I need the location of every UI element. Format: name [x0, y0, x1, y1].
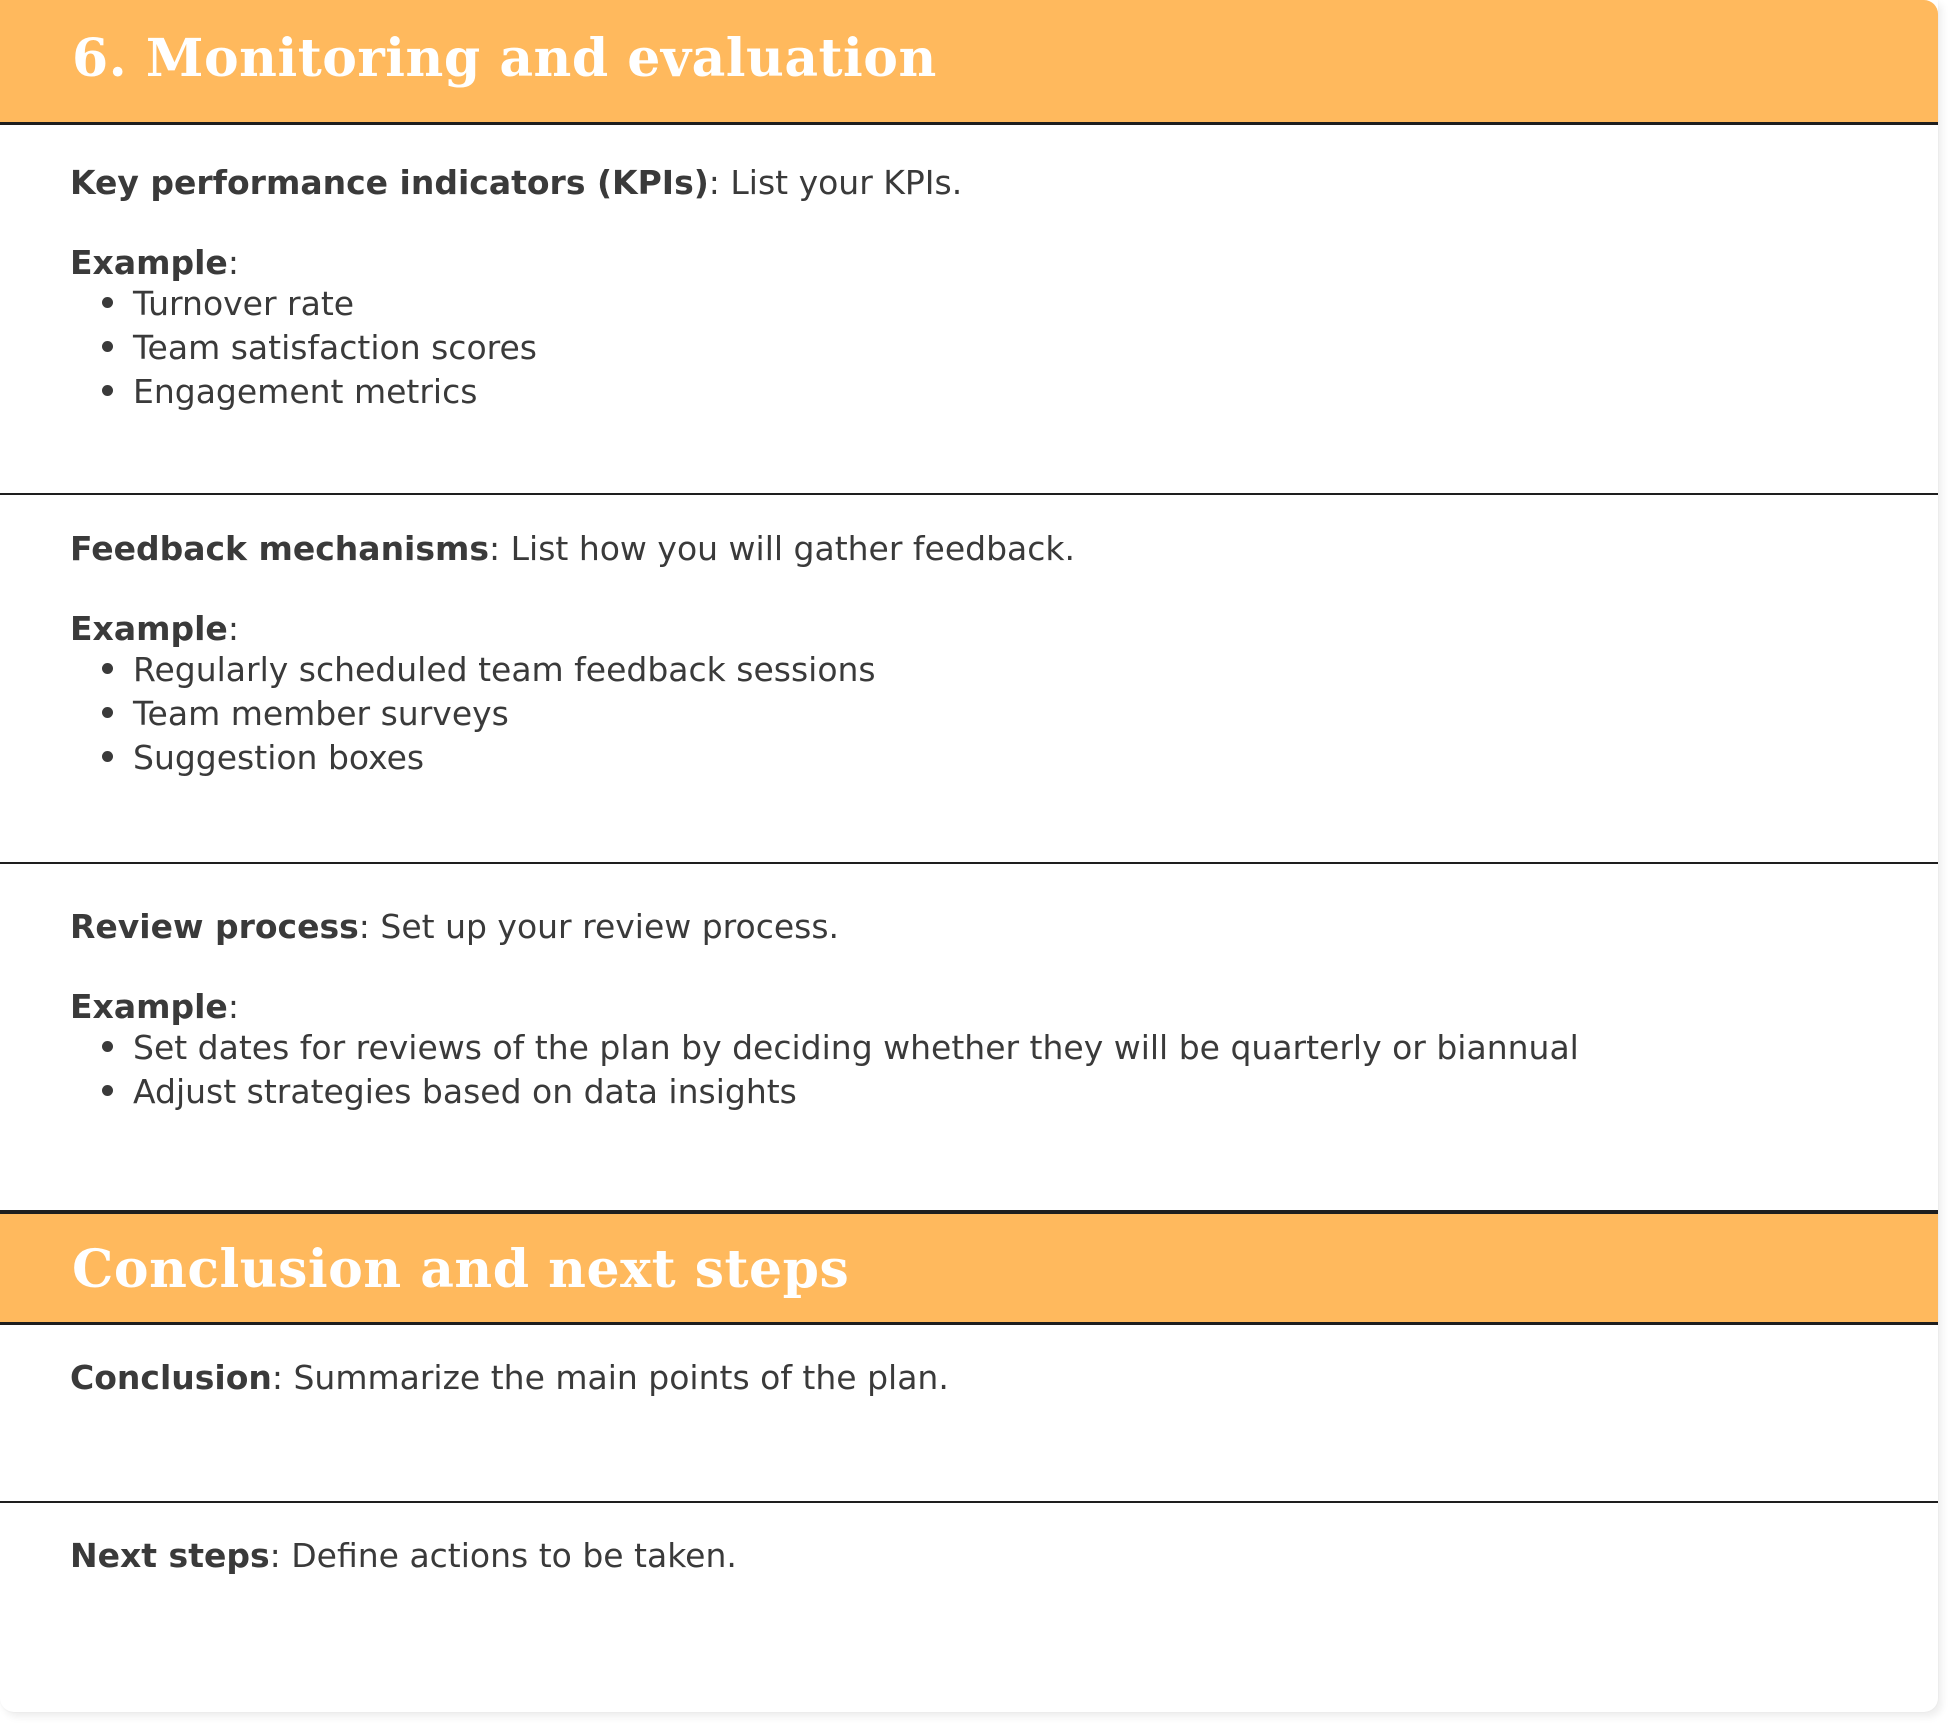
list-item: [100, 1026, 1579, 1070]
feedback-prompt: [70, 529, 1075, 569]
list-item: [100, 648, 876, 692]
conclusion-title: Conclusion and next steps: [72, 1239, 850, 1300]
feedback-example-label: Example: [70, 609, 228, 648]
review-label: Review process: [70, 907, 359, 946]
bullet-icon: [102, 751, 113, 762]
next-steps-label: Next steps: [70, 1536, 270, 1575]
feedback-example-list: [100, 648, 876, 780]
review-example-list: [100, 1026, 1579, 1114]
bullet-icon: [102, 297, 113, 308]
section-divider: [0, 493, 1938, 495]
feedback-example-heading: [70, 609, 239, 649]
list-item: [100, 282, 537, 326]
conclusion-label: Conclusion: [70, 1358, 272, 1397]
list-item: [100, 370, 537, 414]
kpi-label: Key performance indicators (KPIs): [70, 163, 709, 202]
review-example-heading: [70, 987, 239, 1027]
list-item-text: Adjust strategies based on data insights: [133, 1072, 797, 1111]
list-item-text: Turnover rate: [133, 284, 355, 323]
list-item-text: Engagement metrics: [133, 372, 478, 411]
bullet-icon: [102, 341, 113, 352]
list-item: [100, 1070, 1579, 1114]
kpi-example-label: Example: [70, 243, 228, 282]
bullet-icon: [102, 1085, 113, 1096]
bullet-icon: [102, 1041, 113, 1052]
list-item: [100, 692, 876, 736]
kpi-example-heading: [70, 243, 239, 283]
list-item-text: Set dates for reviews of the plan by deciding whether they will be quarterly or biannual: [133, 1028, 1579, 1067]
monitoring-title: 6. Monitoring and evaluation: [72, 28, 937, 89]
list-item: [100, 736, 876, 780]
list-item-text: Regularly scheduled team feedback sessions: [133, 650, 876, 689]
kpi-text: : List your KPIs.: [708, 163, 963, 202]
list-item-text: Team satisfaction scores: [133, 328, 537, 367]
kpi-prompt: [70, 163, 962, 203]
conclusion-prompt: [70, 1358, 949, 1398]
monitoring-header: [0, 0, 1938, 125]
list-item: [100, 326, 537, 370]
bullet-icon: [102, 663, 113, 674]
review-example-label: Example: [70, 987, 228, 1026]
feedback-text: : List how you will gather feedback.: [489, 529, 1075, 568]
kpi-example-list: [100, 282, 537, 414]
section-divider: [0, 1501, 1938, 1503]
conclusion-header: [0, 1210, 1938, 1325]
review-text: : Set up your review process.: [358, 907, 840, 946]
kpi-example-colon: :: [227, 243, 239, 282]
list-item-text: Suggestion boxes: [133, 738, 425, 777]
feedback-example-colon: :: [227, 609, 239, 648]
section-divider: [0, 862, 1938, 864]
feedback-label: Feedback mechanisms: [70, 529, 490, 568]
review-example-colon: :: [227, 987, 239, 1026]
bullet-icon: [102, 707, 113, 718]
conclusion-text: : Summarize the main points of the plan.: [271, 1358, 949, 1397]
review-prompt: [70, 907, 839, 947]
bullet-icon: [102, 385, 113, 396]
next-steps-text: : Define actions to be taken.: [269, 1536, 737, 1575]
list-item-text: Team member surveys: [133, 694, 509, 733]
next-steps-prompt: [70, 1536, 737, 1576]
